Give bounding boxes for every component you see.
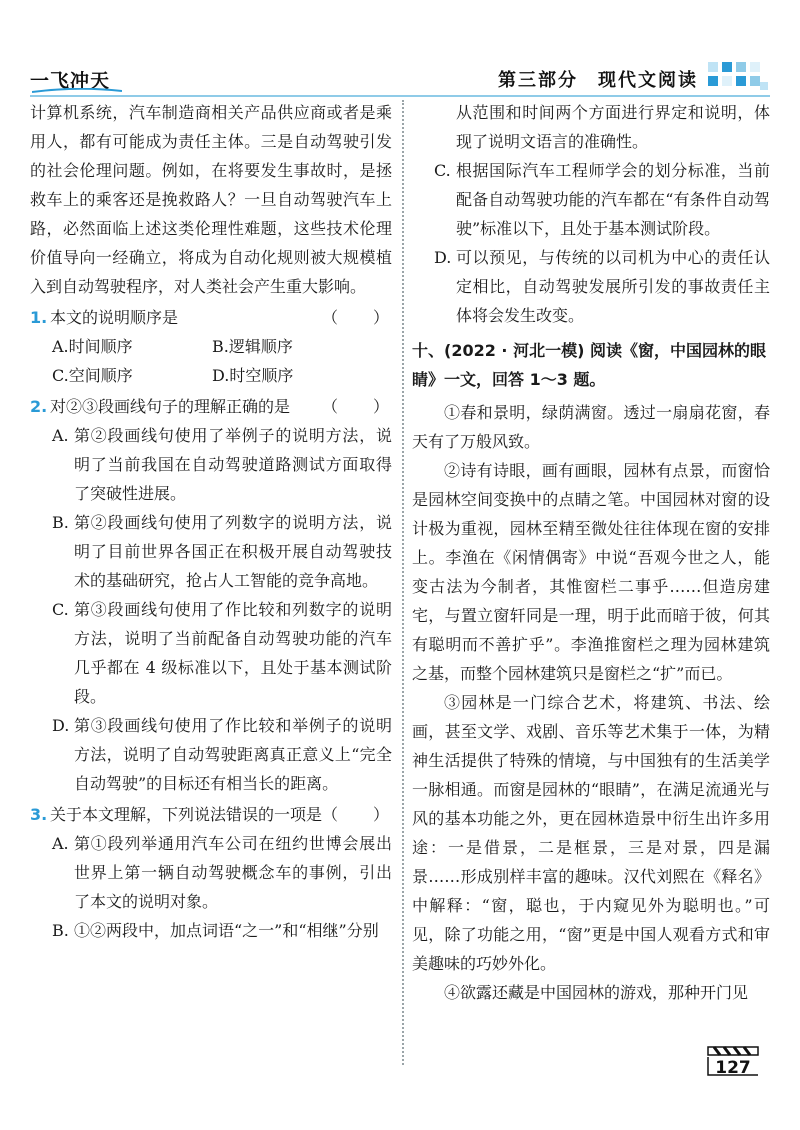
answer-paren: （ ） — [321, 397, 390, 416]
page-number: 127 — [715, 1058, 751, 1078]
option-c: C. 第③段画线句使用了作比较和列数字的说明方法，说明了当前配备自动驾驶功能的汽车几乎都在 4 级标准以下，且处于基本测试阶段。 — [52, 600, 392, 706]
passage-paragraph-2: ②诗有诗眼，画有画眼，园林有点景，而窗恰是园林空间变换中的点睛之笔。中国园林对窗的设计极为重视，园林至精至微处往往体现在窗的安排上。李渔在《闲情偶寄》中说“吾观今世之人，能变古法为今制者，其惟窗栏二事乎……但造房建宅，与置立窗轩同是一理，明于此而暗于彼，何其有聪明而不善扩乎”。李渔推窗栏之理为园林建筑之基，而整个园林建筑只是窗栏之“扩”而已。 — [412, 461, 770, 683]
option-c: C. 根据国际汽车工程师学会的划分标准，当前配备自动驾驶功能的汽车都在“有条件自动驾驶”标准以下，且处于基本测试阶段。 — [434, 161, 770, 238]
section-title: 第三部分 现代文阅读 — [498, 70, 698, 91]
option-c: C.空间顺序 — [52, 366, 133, 385]
question-3 — [30, 800, 392, 829]
left-column — [30, 98, 392, 945]
option-b-continued: 从范围和时间两个方面进行界定和说明，体现了说明文语言的准确性。 — [456, 103, 770, 151]
question-number: 2. — [30, 397, 48, 416]
right-column — [412, 98, 770, 1007]
answer-paren: （ ） — [321, 805, 390, 824]
options-row — [30, 332, 392, 361]
page-header — [30, 60, 770, 96]
question-text: 对②③段画线句子的理解正确的是 — [50, 397, 291, 416]
section-heading: 十、(2022 · 河北一模) 阅读《窗，中国园林的眼 睛》一文，回答 1～3 题。 — [412, 341, 766, 389]
question-number: 1. — [30, 308, 48, 327]
option-b: B.逻辑顺序 — [212, 337, 293, 356]
intro-paragraph: 计算机系统，汽车制造商相关产品供应商或者是乘用人，都有可能成为责任主体。三是自动驾驶引发的社会伦理问题。例如，在将要发生事故时，是拯救车上的乘客还是挽救路人？一旦自动驾驶汽车上路，必然面临上述这类伦理性难题，这些技术伦理价值导向一经确立，将成为自动化规则被大规模植入到自动驾驶程序，对人类社会产生重大影响。 — [30, 103, 392, 296]
question-text: 关于本文理解，下列说法错误的一项是 — [50, 805, 323, 824]
option-a: A. 第①段列举通用汽车公司在纽约世博会展出世界上第一辆自动驾驶概念车的事例，引出了本文的说明对象。 — [52, 834, 392, 911]
option-d: D.时空顺序 — [212, 366, 294, 385]
brand-swoosh-icon — [32, 88, 122, 94]
option-b: B. ①②两段中，加点词语“之一”和“相继”分别 — [52, 921, 379, 940]
option-d: D. 第③段画线句使用了作比较和举例子的说明方法，说明了自动驾驶距离真正意义上“完全自动驾驶”的目标还有相当长的距离。 — [52, 716, 392, 793]
header-divider — [30, 95, 770, 97]
question-number: 3. — [30, 805, 48, 824]
passage-paragraph-4: ④欲露还藏是中国园林的游戏，那种开门见 — [444, 983, 749, 1002]
passage-paragraph-1: ①春和景明，绿荫满窗。透过一扇扇花窗，春天有了万般风致。 — [412, 403, 770, 451]
question-text: 本文的说明顺序是 — [50, 308, 179, 327]
answer-paren: （ ） — [321, 308, 390, 327]
option-a: A.时间顺序 — [52, 337, 133, 356]
question-1 — [30, 303, 392, 332]
brand-logo: 一飞冲天 — [30, 70, 111, 92]
passage-paragraph-3: ③园林是一门综合艺术，将建筑、书法、绘画，甚至文学、戏剧、音乐等艺术集于一体，为精神生活提供了特殊的情境，与中国独有的生活美学一脉相通。而窗是园林的“眼睛”，在满足流通光与风的基本功能之外，更在园林造景中衍生出许多用途：一是借景，二是框景，三是对景，四是漏景……形成别样丰富的趣味。汉代刘熙在《释名》中解释：“窗，聪也，于内窥见外为聪明也。”可见，除了功能之用，“窗”更是中国人观看方式和审美趣味的巧妙外化。 — [412, 693, 770, 973]
question-2 — [30, 392, 392, 421]
options-row — [30, 361, 392, 390]
option-a: A. 第②段画线句使用了举例子的说明方法，说明了当前我国在自动驾驶道路测试方面取得了突破性进展。 — [52, 426, 392, 503]
checker-squares-icon — [704, 60, 770, 94]
column-divider — [402, 100, 404, 1065]
option-d: D. 可以预见，与传统的以司机为中心的责任认定相比，自动驾驶发展所引发的事故责任主体将会发生改变。 — [434, 248, 770, 325]
option-b: B. 第②段画线句使用了列数字的说明方法，说明了目前世界各国正在积极开展自动驾驶技术的基础研究，抢占人工智能的竞争高地。 — [52, 513, 392, 590]
